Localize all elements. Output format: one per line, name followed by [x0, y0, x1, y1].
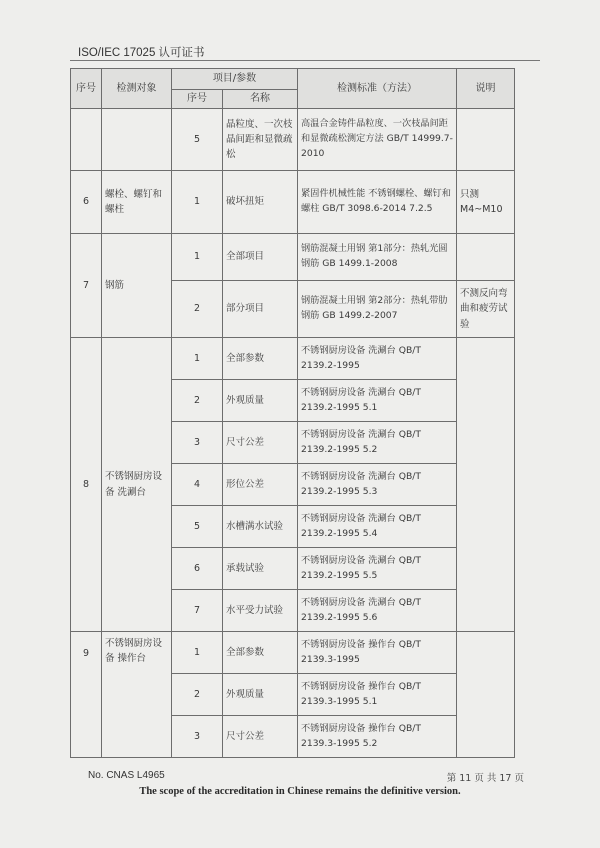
- cell-group-no: 9: [71, 632, 102, 758]
- page-header-title: ISO/IEC 17025 认可证书: [78, 47, 205, 59]
- cell-standard: 不锈钢厨房设备 洗涮台 QB/T 2139.2-1995 5.5: [298, 548, 457, 590]
- table-row: [71, 234, 515, 281]
- cell-item-name: 全部参数: [223, 632, 298, 674]
- cell-item-seq: 3: [172, 422, 223, 464]
- table-row: [71, 632, 515, 674]
- scope-table: [70, 68, 515, 758]
- cell-item-seq: 2: [172, 281, 223, 338]
- col-header-item-seq: 序号: [172, 90, 223, 109]
- col-header-remark: 说明: [457, 69, 515, 109]
- cell-standard: 不锈钢厨房设备 洗涮台 QB/T 2139.2-1995 5.3: [298, 464, 457, 506]
- cell-item-seq: 5: [172, 109, 223, 171]
- cell-item-name: 尺寸公差: [223, 422, 298, 464]
- cell-group-no: 6: [71, 171, 102, 234]
- cell-item-seq: 6: [172, 548, 223, 590]
- definitive-version-note: The scope of the accreditation in Chinese remains the definitive version.: [139, 786, 461, 797]
- cell-item-seq: 1: [172, 338, 223, 380]
- cell-remark: 不测反向弯曲和疲劳试验: [457, 281, 515, 338]
- col-header-standard: 检测标准（方法）: [298, 69, 457, 109]
- cell-remark: [457, 234, 515, 281]
- cell-standard: 高温合金铸件晶粒度、一次枝晶间距和显微疏松测定方法 GB/T 14999.7-2010: [298, 109, 457, 171]
- cell-item-name: 水平受力试验: [223, 590, 298, 632]
- cell-object: 钢筋: [102, 234, 172, 338]
- cell-remark: [457, 632, 515, 758]
- cell-item-seq: 2: [172, 674, 223, 716]
- cell-item-seq: 1: [172, 234, 223, 281]
- cell-item-seq: 1: [172, 632, 223, 674]
- cell-item-name: 尺寸公差: [223, 716, 298, 758]
- cell-object: 螺栓、螺钉和螺柱: [102, 171, 172, 234]
- cell-standard: 不锈钢厨房设备 洗涮台 QB/T 2139.2-1995 5.6: [298, 590, 457, 632]
- cell-item-seq: 4: [172, 464, 223, 506]
- table-header-row: [71, 69, 515, 90]
- cell-item-name: 形位公差: [223, 464, 298, 506]
- cell-remark: 只测M4~M10: [457, 171, 515, 234]
- col-header-seq: 序号: [71, 69, 102, 109]
- cell-item-seq: 1: [172, 171, 223, 234]
- cell-standard: 不锈钢厨房设备 洗涮台 QB/T 2139.2-1995: [298, 338, 457, 380]
- cell-standard: 不锈钢厨房设备 操作台 QB/T 2139.3-1995: [298, 632, 457, 674]
- cell-item-name: 承载试验: [223, 548, 298, 590]
- cell-item-seq: 5: [172, 506, 223, 548]
- cell-group-no: 7: [71, 234, 102, 338]
- cell-item-name: 全部项目: [223, 234, 298, 281]
- cell-item-name: 晶粒度、一次枝晶间距和显微疏松: [223, 109, 298, 171]
- col-header-item-name: 名称: [223, 90, 298, 109]
- header-rule: [70, 60, 540, 61]
- cell-standard: 不锈钢厨房设备 洗涮台 QB/T 2139.2-1995 5.2: [298, 422, 457, 464]
- cell-item-seq: 3: [172, 716, 223, 758]
- cell-standard: 不锈钢厨房设备 洗涮台 QB/T 2139.2-1995 5.1: [298, 380, 457, 422]
- cell-standard: 不锈钢厨房设备 操作台 QB/T 2139.3-1995 5.1: [298, 674, 457, 716]
- cell-item-name: 外观质量: [223, 380, 298, 422]
- cell-item-seq: 2: [172, 380, 223, 422]
- cell-standard: 不锈钢厨房设备 操作台 QB/T 2139.3-1995 5.2: [298, 716, 457, 758]
- cell-item-name: 部分项目: [223, 281, 298, 338]
- col-header-object: 检测对象: [102, 69, 172, 109]
- cell-empty: [102, 109, 172, 171]
- cell-standard: 不锈钢厨房设备 洗涮台 QB/T 2139.2-1995 5.4: [298, 506, 457, 548]
- cell-empty: [71, 109, 102, 171]
- cell-object: 不锈钢厨房设备 操作台: [102, 632, 172, 758]
- cell-standard: 紧固件机械性能 不锈钢螺栓、螺钉和螺柱 GB/T 3098.6-2014 7.2.5: [298, 171, 457, 234]
- table-row: [71, 171, 515, 234]
- cell-object: 不锈钢厨房设备 洗涮台: [102, 338, 172, 632]
- cell-standard: 钢筋混凝土用钢 第2部分：热轧带肋钢筋 GB 1499.2-2007: [298, 281, 457, 338]
- cell-item-name: 全部参数: [223, 338, 298, 380]
- cell-item-name: 水槽满水试验: [223, 506, 298, 548]
- cell-group-no: 8: [71, 338, 102, 632]
- table-row: [71, 109, 515, 171]
- certificate-number: No. CNAS L4965: [88, 770, 165, 781]
- table-row: [71, 338, 515, 380]
- col-header-item-group: 项目/参数: [172, 69, 298, 90]
- page-counter: 第 11 页 共 17 页: [446, 773, 524, 784]
- cell-item-name: 破坏扭矩: [223, 171, 298, 234]
- cell-item-seq: 7: [172, 590, 223, 632]
- cell-item-name: 外观质量: [223, 674, 298, 716]
- cell-remark: [457, 338, 515, 632]
- cell-remark: [457, 109, 515, 171]
- cell-standard: 钢筋混凝土用钢 第1部分：热轧光圆钢筋 GB 1499.1-2008: [298, 234, 457, 281]
